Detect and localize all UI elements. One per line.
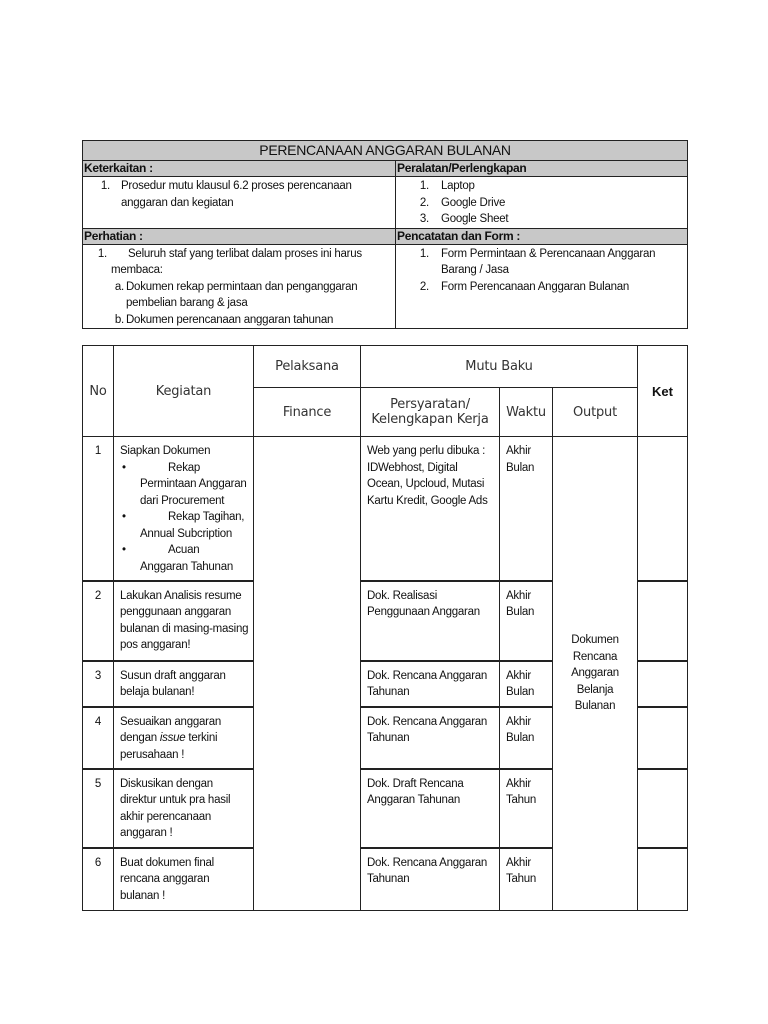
table-row [83,437,688,581]
row-number: 6 [83,848,114,911]
list-text: Form Permintaan & Perencanaan Anggaran Barang / Jasa [441,247,656,276]
waktu-cell: Akhir Bulan [500,661,553,707]
bullet-mark: • [122,511,126,523]
document-title: PERENCANAAN ANGGARAN BULANAN [83,141,688,161]
waktu-cell: Akhir Bulan [500,437,553,581]
peralatan-label: Peralatan/Perlengkapan [396,161,688,177]
pencatatan-item [396,279,687,296]
kegiatan-cell: Susun draft anggaran belaja bulanan! [114,661,254,707]
bullet-item [120,460,249,510]
persyaratan-cell: Dok. Rencana Anggaran Tahunan [361,707,500,769]
kegiatan-text: Siapkan Dokumen [120,445,211,457]
list-number: 1. [419,247,429,260]
column-header-persyaratan: Persyaratan/ Kelengkapan Kerja [361,388,500,437]
kegiatan-emphasis: issue [159,732,186,744]
column-header-ket: Ket [638,346,688,437]
list-number: 1. [97,247,107,260]
perhatian-intro-text: Seluruh staf yang terlibat dalam proses ini harus membaca: [111,247,362,276]
perhatian-intro [83,246,395,279]
keterkaitan-content [83,177,396,229]
column-header-pelaksana: Pelaksana [254,346,361,388]
kegiatan-cell: Buat dokumen final rencana anggaran bulanan ! [114,848,254,911]
list-text: Dokumen perencanaan anggaran tahunan [126,313,334,326]
ket-cell [638,661,688,707]
perhatian-item [83,312,395,329]
list-number: 2. [419,196,429,209]
row-number: 4 [83,707,114,769]
header-table [82,140,688,329]
kegiatan-cell: Diskusikan dengan direktur untuk pra hasil akhir perencanaan anggaran ! [114,769,254,848]
list-text: Google Drive [441,196,506,209]
ket-cell [638,581,688,661]
ket-cell [638,707,688,769]
kegiatan-text: Sesuaikan anggaran dengan [120,715,221,744]
persyaratan-cell: Dok. Rencana Anggaran Tahunan [361,661,500,707]
kegiatan-cell [114,437,254,581]
peralatan-item [396,195,687,212]
pencatatan-content [396,244,688,329]
column-header-mutu-baku: Mutu Baku [361,346,638,388]
waktu-cell: Akhir Tahun [500,848,553,911]
row-number: 1 [83,437,114,581]
column-header-finance: Finance [254,388,361,437]
bullet-text: Rekap Permintaan Anggaran dari Procurement [140,461,247,507]
peralatan-content [396,177,688,229]
list-text: Laptop [441,180,475,192]
kegiatan-cell: Lakukan Analisis resume penggunaan anggaran bulanan di masing-masing pos anggaran! [114,581,254,661]
list-number: 1. [100,180,110,192]
column-header-output: Output [553,388,638,437]
peralatan-item [396,178,687,195]
pencatatan-item [396,246,687,279]
list-text: Google Sheet [441,213,509,225]
bullet-item [120,542,249,575]
peralatan-item [396,211,687,228]
keterkaitan-label: Keterkaitan : [83,161,396,177]
persyaratan-cell: Web yang perlu dibuka : IDWebhost, Digital Ocean, Upcloud, Mutasi Kartu Kredit, Google Ads [361,437,500,581]
keterkaitan-item [83,178,395,211]
activity-table [82,345,688,911]
list-text: Dokumen rekap permintaan dan penganggaran pembelian barang & jasa [126,280,358,309]
ket-cell [638,769,688,848]
list-number: 2. [419,280,429,293]
row-number: 2 [83,581,114,661]
list-letter: b. [114,313,124,326]
pencatatan-label: Pencatatan dan Form : [396,228,688,244]
list-letter: a. [114,280,124,293]
persyaratan-cell: Dok. Realisasi Penggunaan Anggaran [361,581,500,661]
persyaratan-cell: Dok. Rencana Anggaran Tahunan [361,848,500,911]
waktu-cell: Akhir Tahun [500,769,553,848]
kegiatan-cell [114,707,254,769]
perhatian-item [83,279,395,312]
bullet-text: Rekap Tagihan, Annual Subcription [140,511,245,540]
column-header-no: No [83,346,114,437]
waktu-cell: Akhir Bulan [500,707,553,769]
waktu-cell: Akhir Bulan [500,581,553,661]
bullet-text: Acuan Anggaran Tahunan [140,544,233,573]
perhatian-content [83,244,396,329]
finance-cell [254,437,361,911]
column-header-kegiatan: Kegiatan [114,346,254,437]
bullet-mark: • [122,544,126,556]
persyaratan-cell: Dok. Draft Rencana Anggaran Tahunan [361,769,500,848]
bullet-item [120,509,249,542]
output-cell: Dokumen Rencana Anggaran Belanja Bulanan [553,437,638,911]
bullet-mark: • [122,461,126,474]
row-number: 3 [83,661,114,707]
list-number: 3. [419,213,429,225]
kegiatan-text: terkini perusahaan ! [120,732,218,761]
column-header-waktu: Waktu [500,388,553,437]
perhatian-label: Perhatian : [83,228,396,244]
ket-cell [638,437,688,581]
list-text: Form Perencanaan Anggaran Bulanan [441,280,630,293]
list-number: 1. [419,180,429,192]
row-number: 5 [83,769,114,848]
list-text: Prosedur mutu klausul 6.2 proses perencanaan anggaran dan kegiatan [121,180,352,209]
ket-cell [638,848,688,911]
